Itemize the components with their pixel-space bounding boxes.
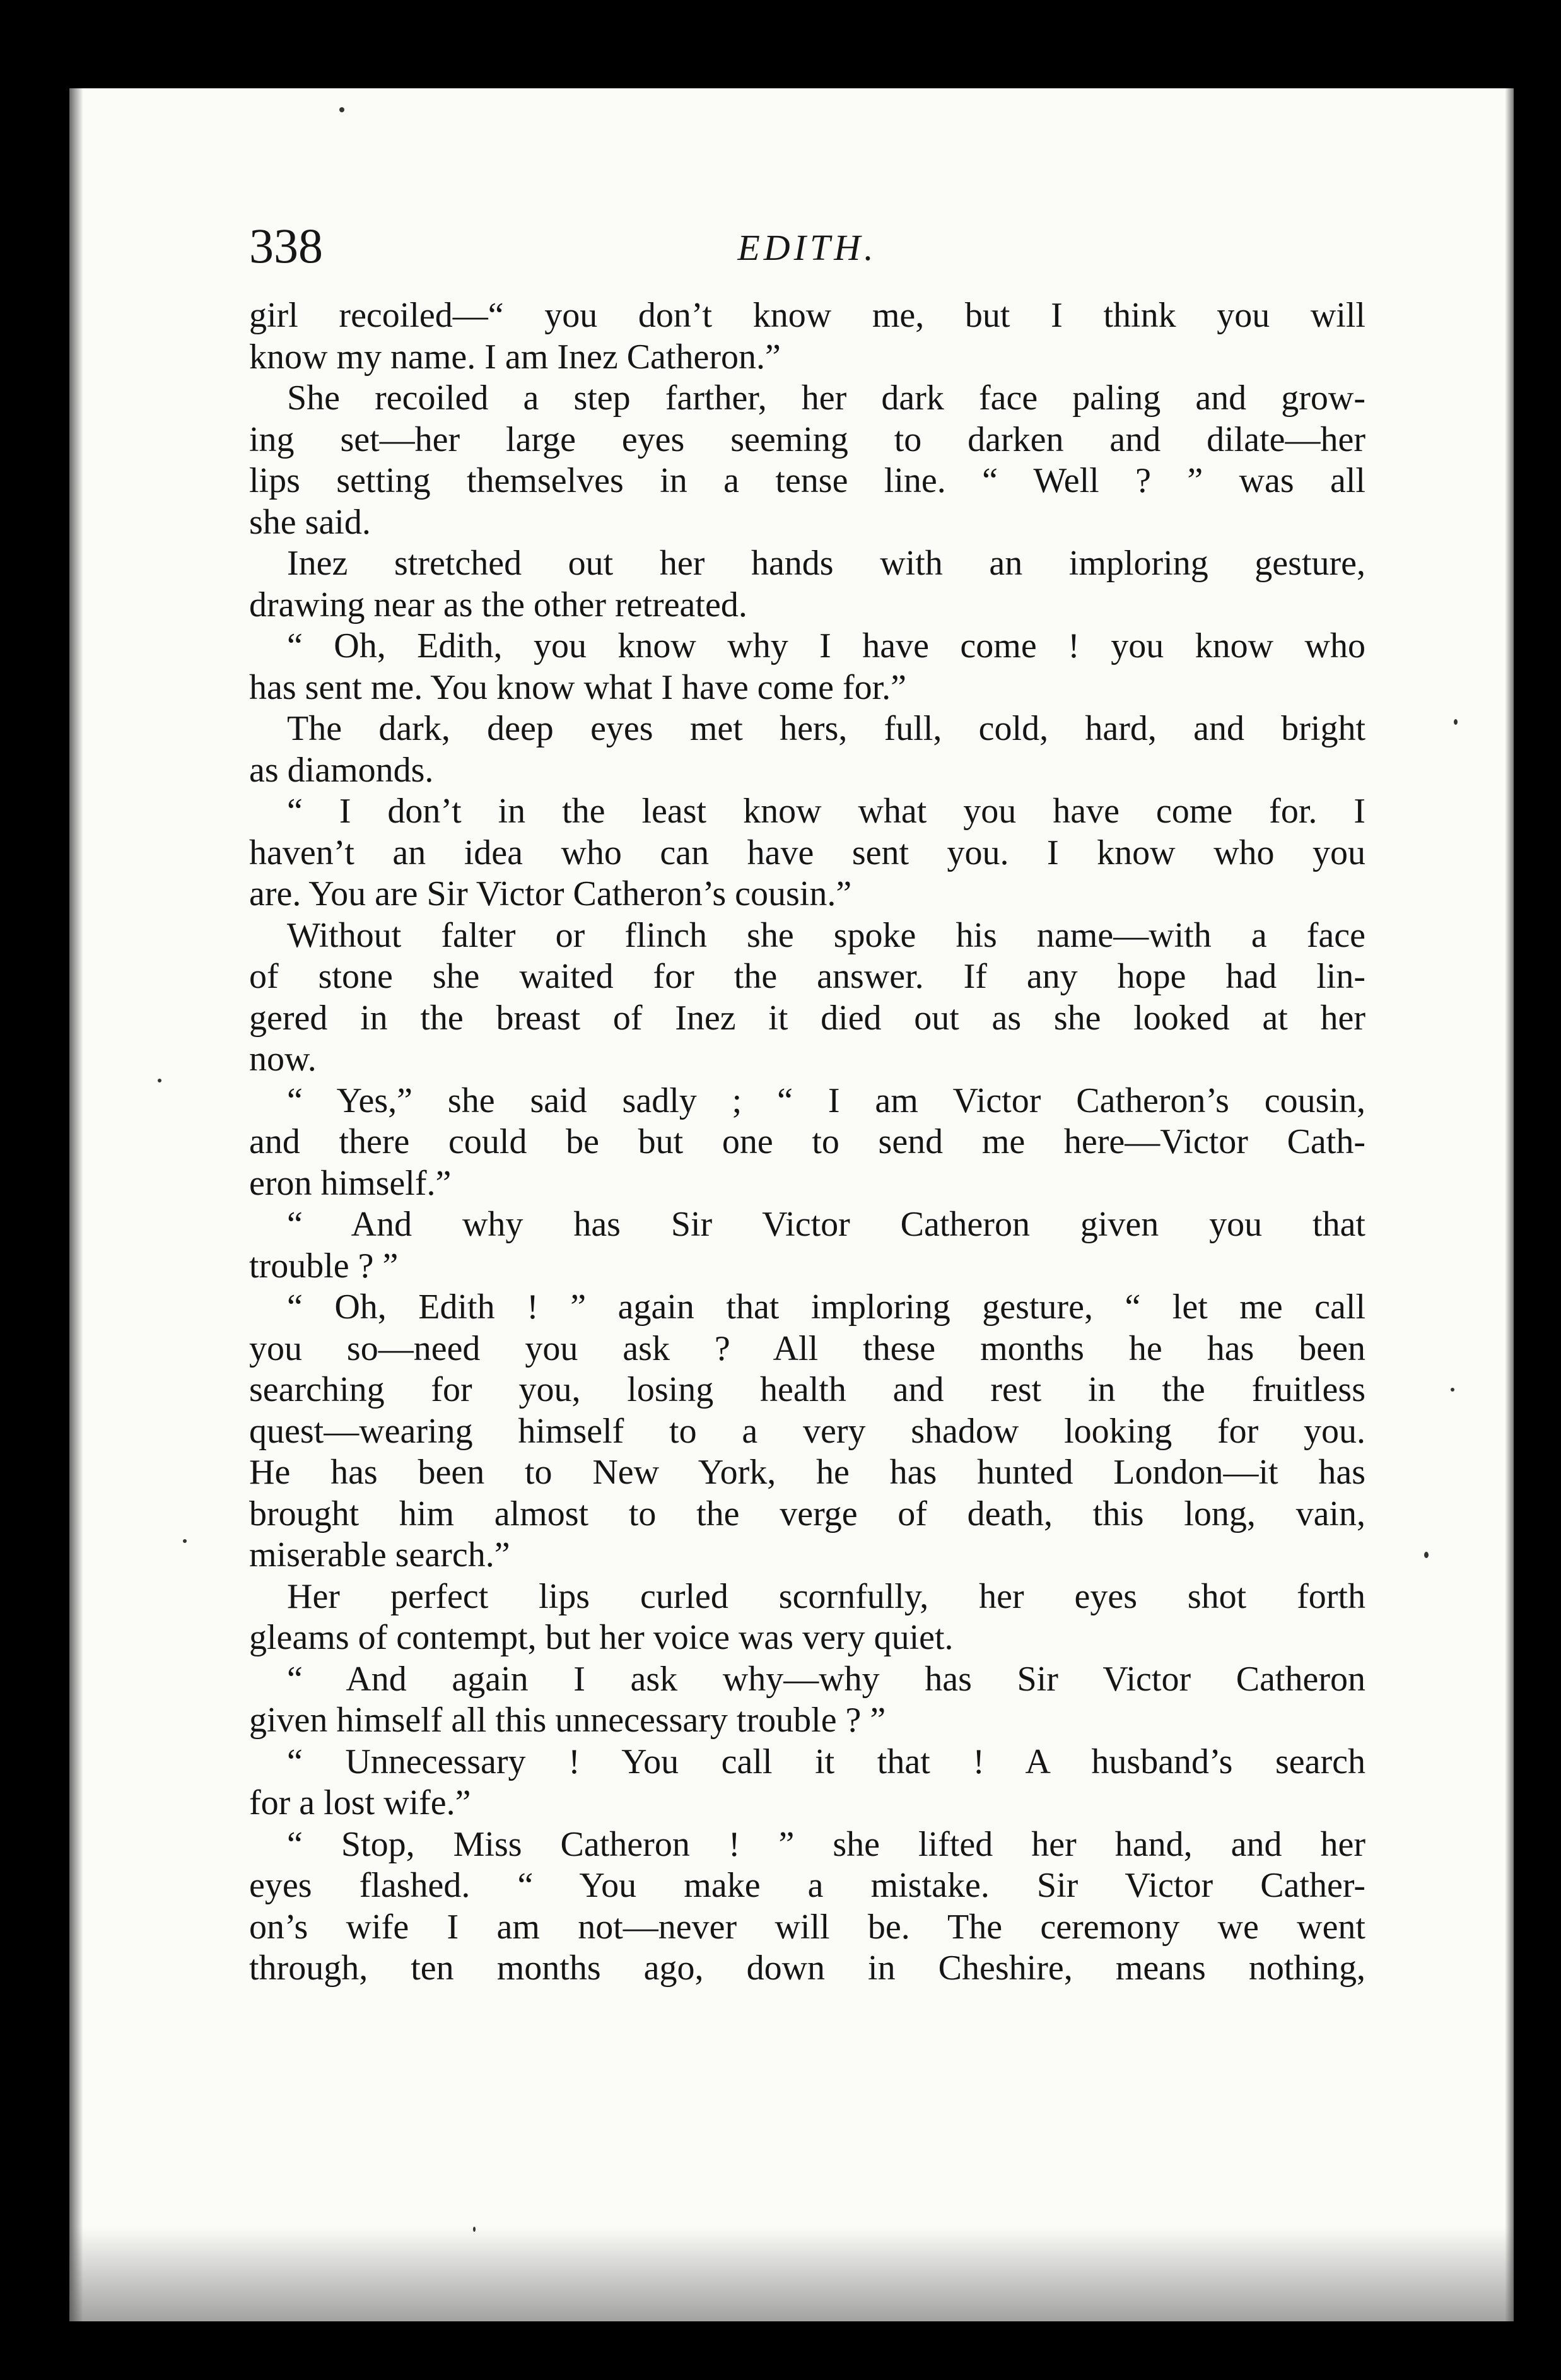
text-line: given himself all this unnecessary trouble ? ” — [249, 1701, 886, 1740]
text-line: on’s wife I am not—never will be. The ceremony we went — [249, 1907, 1365, 1947]
text-line: as diamonds. — [249, 750, 434, 790]
text-line: trouble ? ” — [249, 1246, 399, 1286]
body-text — [249, 295, 1365, 1990]
print-speck — [473, 2227, 476, 2232]
text-line: she said. — [249, 502, 371, 542]
running-title: EDITH. — [737, 227, 877, 268]
text-line: “ I don’t in the least know what you have come for. I — [287, 792, 1365, 831]
print-speck — [1454, 719, 1458, 725]
text-line: are. You are Sir Victor Catheron’s cousin.” — [249, 874, 852, 913]
page-number: 338 — [249, 218, 323, 273]
text-line: ing set—her large eyes seeming to darken and dilate—her — [249, 419, 1365, 459]
text-line: brought him almost to the verge of death, this long, vain, — [249, 1494, 1365, 1533]
text-line: Without falter or flinch she spoke his name—with a face — [287, 915, 1365, 955]
text-line: “ And again I ask why—why has Sir Victor Catheron — [287, 1659, 1365, 1699]
text-line: haven’t an idea who can have sent you. I know who you — [249, 833, 1365, 872]
text-line: girl recoiled—“ you don’t know me, but I think you will — [249, 296, 1365, 335]
text-line: for a lost wife.” — [249, 1783, 471, 1822]
page-right-edge — [1505, 88, 1514, 2321]
text-line: miserable search.” — [249, 1535, 510, 1574]
print-speck — [1424, 1552, 1429, 1558]
text-line: “ Unnecessary ! You call it that ! A husband’s search — [287, 1742, 1365, 1781]
text-line: Her perfect lips curled scornfully, her eyes shot forth — [287, 1576, 1365, 1616]
text-line: of stone she waited for the answer. If any hope had lin- — [249, 957, 1365, 996]
text-line: and there could be but one to send me here—Victor Cath- — [249, 1122, 1365, 1161]
text-line: quest—wearing himself to a very shadow looking for you. — [249, 1411, 1365, 1451]
text-line: Inez stretched out her hands with an imploring gesture, — [287, 544, 1365, 583]
text-line: drawing near as the other retreated. — [249, 585, 747, 624]
text-line: The dark, deep eyes met hers, full, cold, hard, and bright — [287, 709, 1365, 748]
page-header — [249, 214, 1365, 284]
text-line: eyes flashed. “ You make a mistake. Sir Victor Cather- — [249, 1866, 1365, 1905]
text-line: know my name. I am Inez Catheron.” — [249, 337, 781, 377]
text-line: eron himself.” — [249, 1163, 452, 1203]
text-line: has sent me. You know what I have come for.” — [249, 667, 907, 707]
print-speck — [158, 1079, 161, 1082]
print-speck — [183, 1539, 187, 1543]
text-line: “ Oh, Edith ! ” again that imploring gesture, “ let me call — [287, 1287, 1365, 1327]
text-line: through, ten months ago, down in Cheshire, means nothing, — [249, 1949, 1365, 1988]
text-line: searching for you, losing health and rest in the fruitless — [249, 1370, 1365, 1409]
text-line: “ Yes,” she said sadly ; “ I am Victor Catheron’s cousin, — [287, 1081, 1365, 1120]
print-speck — [339, 107, 344, 112]
text-line: He has been to New York, he has hunted London—it has — [249, 1453, 1365, 1492]
text-line: gleams of contempt, but her voice was very quiet. — [249, 1618, 954, 1657]
text-line: gered in the breast of Inez it died out as she looked at her — [249, 998, 1365, 1038]
text-line: you so—need you ask ? All these months he has been — [249, 1328, 1365, 1368]
text-line: “ And why has Sir Victor Catheron given you that — [287, 1205, 1365, 1244]
text-line: now. — [249, 1040, 317, 1079]
print-speck — [1451, 1388, 1454, 1392]
text-line: “ Oh, Edith, you know why I have come ! you know who — [287, 626, 1365, 665]
text-line: “ Stop, Miss Catheron ! ” she lifted her hand, and her — [287, 1824, 1365, 1864]
text-line: She recoiled a step farther, her dark face paling and grow- — [287, 378, 1365, 418]
text-line: lips setting themselves in a tense line. “ Well ? ” was all — [249, 461, 1365, 500]
